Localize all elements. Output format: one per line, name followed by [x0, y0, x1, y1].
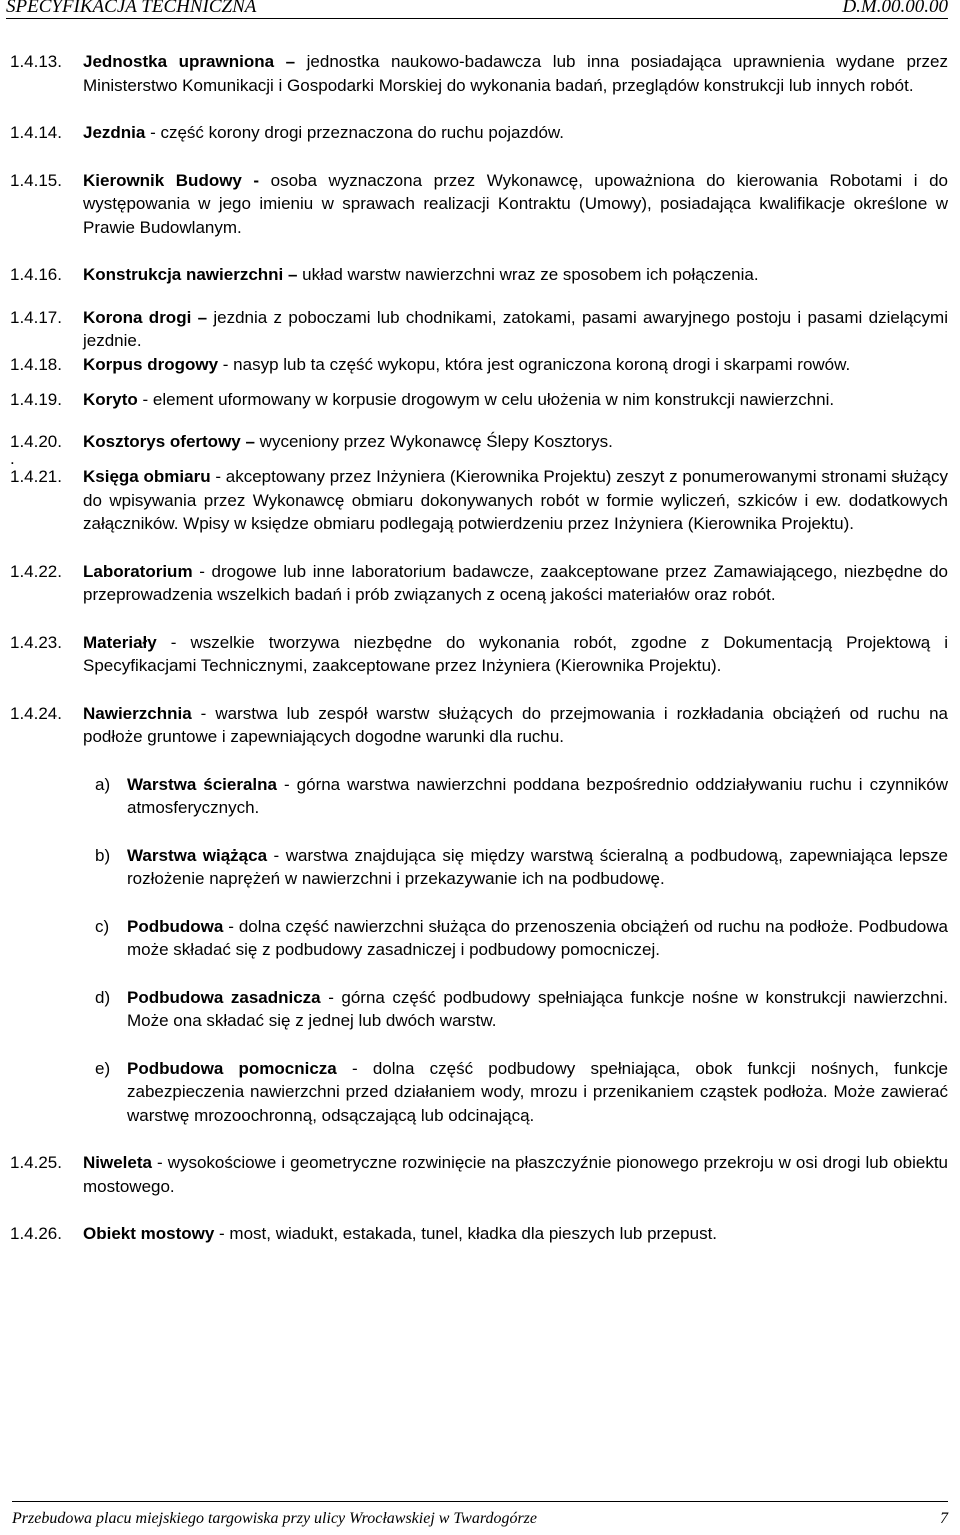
footer-project-title: Przebudowa placu miejskiego targowiska przy ulicy Wrocławskiej w Twardogórze: [12, 1510, 537, 1527]
entry-term: Konstrukcja nawierzchni –: [83, 265, 298, 284]
entry-description: - akceptowany przez Inżyniera (Kierownika Projektu) zeszyt z ponumerowanymi stronami służący do wpisywania przez Wykonawcę obmiaru dokonywanych robót w formie wyliczeń, szkiców i ew. dodatkowych załączników. Wpisy w księdze obmiaru podlegają potwierdzeniu przez Inżyniera (Kierownika Projektu).: [83, 467, 948, 533]
entry-term: Jezdnia: [83, 123, 146, 142]
entry-term: Korona drogi –: [83, 307, 208, 327]
definition-1-4-17: [10, 306, 948, 353]
entry-number: 1.4.16.: [10, 265, 62, 284]
subitem-description: - dolna część podbudowy spełniająca, obok funkcji nośnych, funkcje zabezpieczenia nawierzchni przed działaniem wody, mrozu i przenikaniem cząstek podłoża. Może zawierać warstwę mrozoochronną, odsączającą lub odcinającą.: [127, 1058, 948, 1125]
entry-number: 1.4.20.: [10, 431, 62, 451]
entry-dash: –: [274, 52, 307, 71]
definition-1-4-24: [10, 702, 948, 749]
subitem-letter: c): [95, 916, 110, 936]
entry-term: Księga obmiaru: [83, 467, 211, 486]
document-body: [10, 50, 948, 1246]
entry-description: - wysokościowe i geometryczne rozwinięcie na płaszczyźnie pionowego przekroju w osi drogi lub obiektu mostowego.: [83, 1153, 948, 1196]
entry-term: Kierownik Budowy -: [83, 170, 260, 190]
definition-1-4-22: [10, 560, 948, 607]
subitem-letter: e): [95, 1058, 111, 1078]
entry-term: Nawierzchnia: [83, 703, 192, 723]
subitem-e: [10, 1057, 948, 1128]
subitem-d: [10, 986, 948, 1033]
entry-description: - wszelkie tworzywa niezbędne do wykonania robót, zgodne z Dokumentacją Projektową i Specyfikacjami Technicznymi, zaakceptowane przez Inżyniera (Kierownika Projektu).: [83, 632, 948, 675]
definition-1-4-26: [10, 1222, 948, 1246]
entry-term: Kosztorys ofertowy –: [83, 431, 255, 451]
entry-number: 1.4.23.: [10, 632, 62, 652]
subitem-term: Podbudowa pomocnicza: [127, 1058, 337, 1078]
entry-number: 1.4.25.: [10, 1153, 62, 1172]
entry-number: 1.4.26.: [10, 1224, 62, 1243]
entry-description: - część korony drogi przeznaczona do ruchu pojazdów.: [145, 123, 564, 142]
entry-term: Koryto: [83, 390, 138, 409]
subitem-letter: a): [95, 774, 111, 794]
subitem-b: [10, 844, 948, 891]
entry-number: 1.4.14.: [10, 123, 62, 142]
entry-term: Korpus drogowy: [83, 354, 219, 374]
entry-term: Obiekt mostowy: [83, 1224, 215, 1243]
entry-description: wyceniony przez Wykonawcę Ślepy Kosztorys.: [254, 431, 613, 451]
definition-1-4-16: [10, 263, 948, 287]
entry-description: układ warstw nawierzchni wraz ze sposobem ich połączenia.: [297, 265, 759, 284]
subitem-term: Podbudowa: [127, 916, 224, 936]
subitem-letter: b): [95, 845, 111, 865]
definition-1-4-13: [10, 50, 948, 97]
header-code: D.M.00.00.00: [842, 0, 948, 17]
entry-description: - most, wiadukt, estakada, tunel, kładka dla pieszych lub przepust.: [214, 1224, 718, 1243]
entry-description: - element uformowany w korpusie drogowym w celu ułożenia w nim konstrukcji nawierzchni.: [137, 390, 835, 409]
subitem-a: [10, 773, 948, 820]
entry-description: jezdnia z poboczami lub chodnikami, zatokami, pasami awaryjnego postoju i pasami dzielącymi jezdnie.: [83, 307, 948, 350]
entry-term: Laboratorium: [83, 561, 193, 581]
subitem-term: Warstwa ścieralna: [127, 774, 277, 794]
entry-number: 1.4.17.: [10, 307, 62, 327]
subitem-letter: d): [95, 987, 111, 1007]
entry-number: 1.4.21.: [10, 467, 62, 486]
subitem-term: Warstwa wiążąca: [127, 845, 268, 865]
definition-1-4-15: [10, 169, 948, 240]
page-footer: [12, 1501, 948, 1532]
entry-number: 1.4.22.: [10, 561, 62, 581]
entry-number: 1.4.15.: [10, 170, 62, 190]
entry-number: 1.4.24.: [10, 703, 62, 723]
definition-1-4-20: [10, 430, 948, 454]
definition-1-4-21: [10, 465, 948, 536]
entry-term: Niweleta: [83, 1153, 152, 1172]
entry-description: - nasyp lub ta część wykopu, która jest ograniczona koroną drogi i skarpami rowów.: [218, 354, 851, 374]
definition-1-4-23: [10, 631, 948, 678]
definition-1-4-18: [10, 353, 948, 377]
subitem-c: [10, 915, 948, 962]
entry-term: Materiały: [83, 632, 157, 652]
subitem-description: - górna część podbudowy spełniająca funkcje nośne w konstrukcji nawierzchni. Może ona składać się z jednej lub dwóch warstw.: [127, 987, 948, 1030]
definition-1-4-14: [10, 121, 948, 145]
definition-1-4-25: [10, 1151, 948, 1198]
subitem-description: - dolna część nawierzchni służąca do przenoszenia obciążeń od ruchu na podłoże. Podbudowa może składać się z podbudowy zasadniczej i podbudowy pomocniczej.: [127, 916, 948, 959]
header-title: SPECYFIKACJA TECHNICZNA: [6, 0, 257, 17]
entry-number: 1.4.18.: [10, 354, 62, 374]
subitem-description: - górna warstwa nawierzchni poddana bezpośrednio oddziaływaniu ruchu i czynników atmosferycznych.: [127, 774, 948, 817]
page-header: [6, 0, 948, 19]
entry-description: osoba wyznaczona przez Wykonawcę, upoważniona do kierowania Robotami i do występowania w jego imieniu w sprawach realizacji Kontraktu (Umowy), posiadająca kwalifikacje określone w Prawie Budowlanym.: [83, 170, 948, 237]
entry-number: 1.4.19.: [10, 390, 62, 409]
definition-1-4-19: [10, 388, 948, 412]
entry-description: jednostka naukowo-badawcza lub inna posiadająca uprawnienia wydane przez Ministerstwo Komunikacji i Gospodarki Morskiej do wykonania badań, przeglądów konstrukcji lub innych robót.: [83, 52, 949, 95]
page-number: 7: [940, 1510, 948, 1527]
subitem-term: Podbudowa zasadnicza: [127, 987, 321, 1007]
entry-number: 1.4.13.: [10, 52, 62, 71]
stray-dot: .: [10, 449, 15, 468]
subitem-description: - warstwa znajdująca się między warstwą ścieralną a podbudową, zapewniająca lepsze rozłożenie naprężeń w nawierzchni i przekazywanie ich na podbudowę.: [127, 845, 948, 888]
entry-term: Jednostka uprawniona: [83, 52, 275, 71]
entry-description: - drogowe lub inne laboratorium badawcze, zaakceptowane przez Zamawiającego, niezbędne do przeprowadzenia wszelkich badań i prób związanych z oceną jakości materiałów oraz robót.: [83, 561, 948, 604]
entry-description: - warstwa lub zespół warstw służących do przejmowania i rozkładania obciążeń od ruchu na podłoże gruntowe i zapewniających dogodne warunki dla ruchu.: [83, 703, 948, 746]
